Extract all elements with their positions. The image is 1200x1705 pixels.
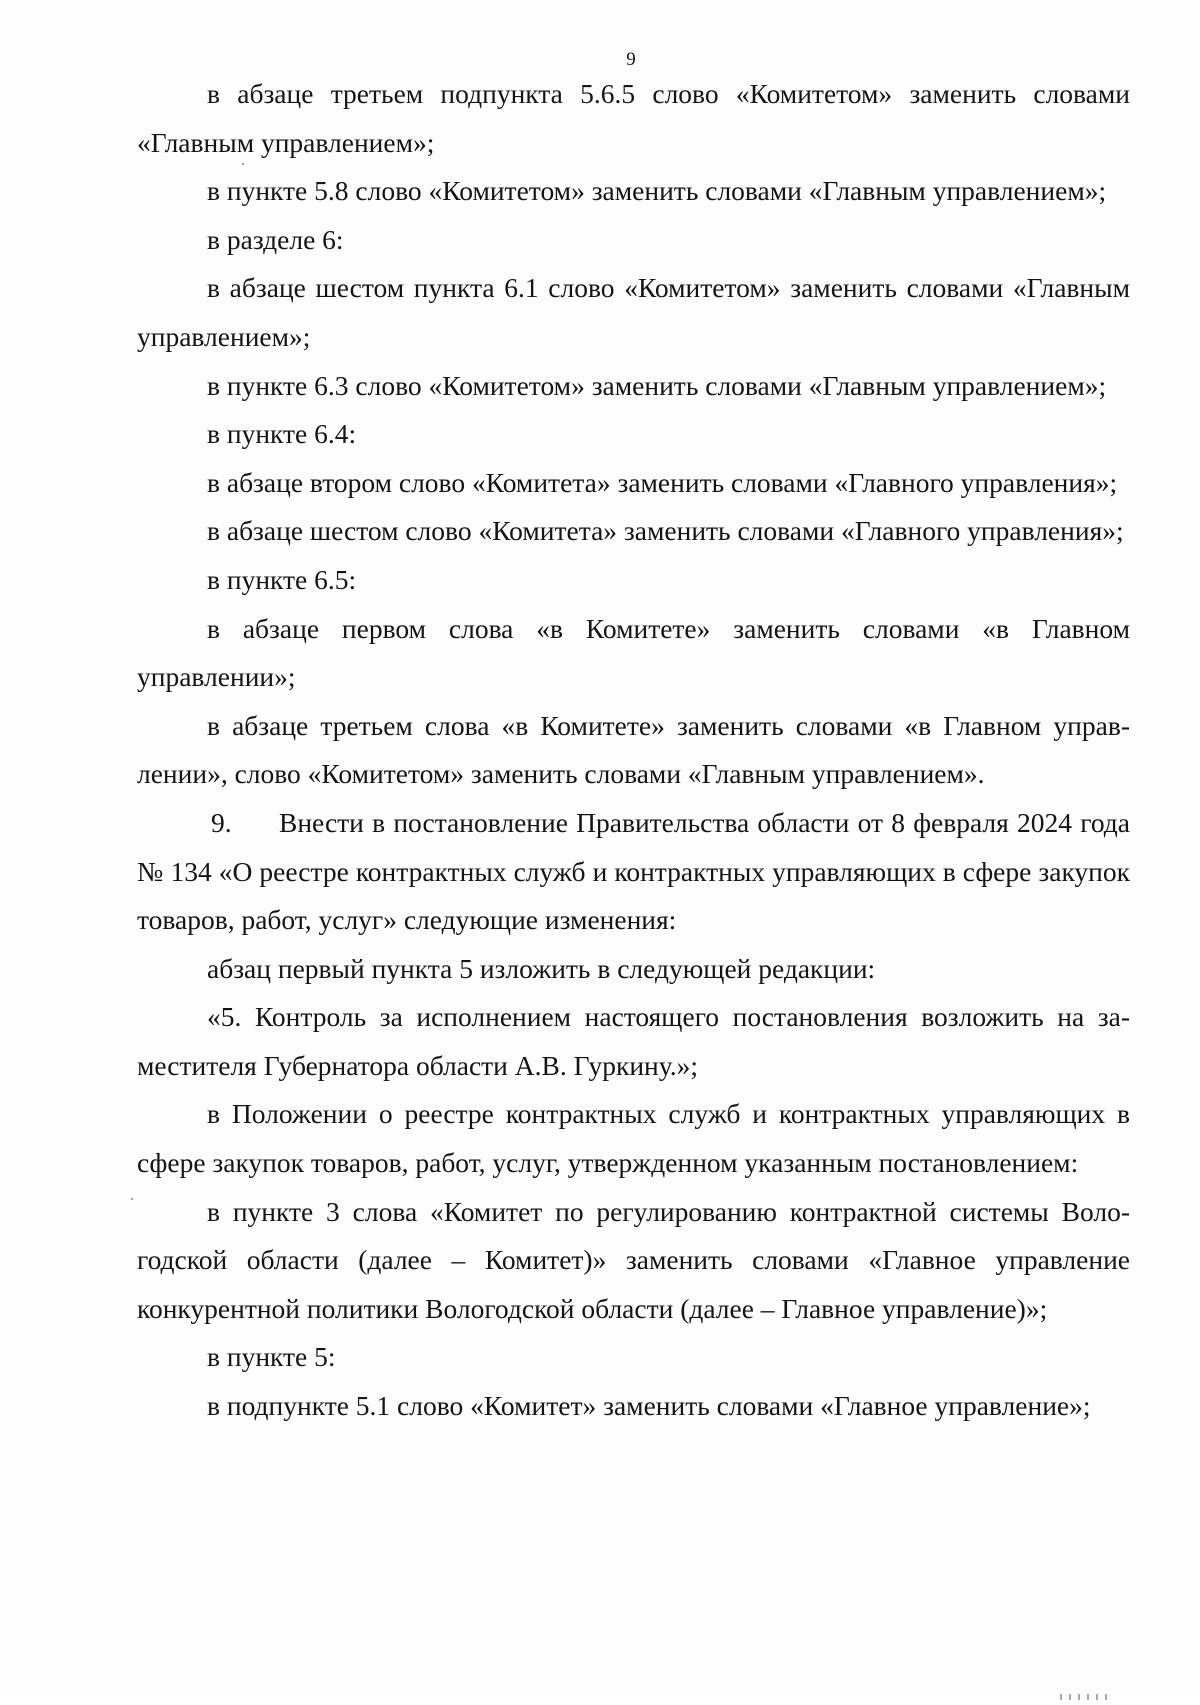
scan-artifact <box>131 1198 133 1200</box>
paragraph: в Положении о реестре контрактных служб и контрактных управляющих в сфере закупок товаров, работ, услуг, утвержденном указанным постановлением: <box>137 1098 1130 1179</box>
paragraph: в абзаце шестом пункта 6.1 слово «Комитетом» заменить словами «Главным управлением»; <box>137 272 1130 352</box>
paragraph: в разделе 6: <box>207 223 344 255</box>
paragraph: абзац первый пункта 5 изложить в следующей редакции: <box>207 952 876 984</box>
scan-edge-marks <box>1060 1687 1170 1693</box>
scan-artifact <box>242 163 244 165</box>
paragraph: в пункте 3 слова «Комитет по регулированию контрактной системы Вологодской области (далее – Комитет)» заменить словами «Главное управление конкурентной политики Вологодской области (далее – Главное управление)»; <box>137 1195 1130 1324</box>
paragraph: в абзаце шестом слово «Комитета» заменить словами «Главного управления»; <box>207 515 1124 547</box>
numbered-item-text: Внести в постановление Правительства области от 8 февраля 2024 года № 134 «О реестре контрактных служб и контрактных управляющих в сфере закупок товаров, работ, услуг» следующие изменения: <box>137 806 1130 936</box>
paragraph: в пункте 5.8 слово «Комитетом» заменить словами «Главным управлением»; <box>207 175 1107 207</box>
paragraph: «5. Контроль за исполнением настоящего постановления возложить на заместителя Губернатора области А.В. Гуркину.»; <box>137 1001 1130 1081</box>
paragraph: в абзаце втором слово «Комитета» заменить словами «Главного управления»; <box>207 466 1118 498</box>
item-number: 9. <box>211 806 232 838</box>
paragraph: в пункте 6.4: <box>207 418 357 450</box>
paragraph: в пункте 5: <box>207 1341 336 1373</box>
paragraph: в абзаце первом слова «в Комитете» заменить словами «в Главном управлении»; <box>137 612 1130 693</box>
numbered-item-paragraph <box>137 799 1130 945</box>
paragraph: в пункте 6.5: <box>207 563 357 595</box>
paragraph: в абзаце третьем подпункта 5.6.5 слово «Комитетом» заменить словами «Главным управлением»; <box>137 78 1130 158</box>
paragraph: в пункте 6.3 слово «Комитетом» заменить словами «Главным управлением»; <box>207 369 1107 401</box>
page-number: 9 <box>626 49 636 70</box>
document-body <box>137 70 1130 1431</box>
paragraph: в абзаце третьем слова «в Комитете» заменить словами «в Главном управлении», слово «Комитетом» заменить словами «Главным управлением». <box>137 709 1130 790</box>
paragraph: в подпункте 5.1 слово «Комитет» заменить словами «Главное управление»; <box>207 1390 1091 1422</box>
